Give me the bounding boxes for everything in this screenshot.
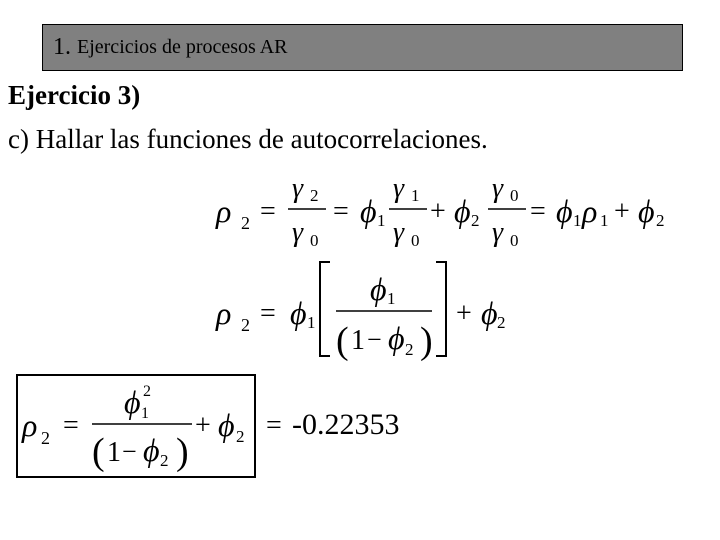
minus-sign: − [122, 437, 137, 466]
plus-sign: + [430, 196, 446, 227]
left-bracket [320, 262, 330, 356]
phi-symbol: ϕ [143, 432, 160, 468]
subscript-1: 1 [411, 186, 420, 205]
phi-symbol: ϕ [218, 407, 235, 443]
phi-symbol: ϕ [124, 384, 141, 420]
subscript-2: 2 [241, 213, 250, 233]
subscript-2: 2 [41, 428, 50, 448]
phi-symbol: ϕ [370, 271, 387, 307]
phi-symbol: ϕ [388, 320, 405, 356]
subscript-0: 0 [310, 231, 319, 250]
exercise-heading: Ejercicio 3) [8, 80, 141, 110]
left-paren: ( [336, 320, 349, 362]
subscript-1: 1 [387, 289, 396, 308]
equals-sign: = [63, 410, 79, 441]
subscript-2: 2 [471, 211, 480, 230]
phi-symbol: ϕ [290, 295, 307, 331]
one-digit: 1 [107, 437, 121, 468]
phi-symbol: ϕ [454, 193, 471, 229]
slide-title-number: 1. [53, 34, 71, 60]
gamma-symbol: γ [393, 173, 405, 204]
phi-symbol: ϕ [638, 193, 655, 229]
equals-sign: = [530, 196, 546, 227]
phi-symbol: ϕ [360, 193, 377, 229]
right-bracket [436, 262, 446, 356]
equation-3 [21, 383, 400, 473]
right-paren: ) [176, 431, 189, 473]
rho-symbol: ρ [582, 193, 598, 229]
equals-sign: = [260, 298, 276, 329]
equation-1 [215, 173, 665, 250]
gamma-symbol: γ [492, 217, 504, 248]
phi-symbol: ϕ [481, 295, 498, 331]
equals-sign: = [266, 410, 282, 441]
subscript-2: 2 [310, 186, 319, 205]
one-digit: 1 [351, 325, 365, 356]
slide-title: Ejercicios de procesos AR [77, 36, 288, 58]
rho-symbol: ρ [216, 193, 232, 229]
subscript-1: 1 [377, 211, 386, 230]
gamma-symbol: γ [292, 173, 304, 204]
plus-sign: + [195, 410, 211, 441]
subscript-1: 1 [141, 405, 149, 422]
minus-sign: − [367, 325, 382, 354]
rho-symbol: ρ [216, 295, 232, 331]
gamma-symbol: γ [393, 217, 405, 248]
subscript-0: 0 [510, 186, 519, 205]
equals-sign: = [260, 196, 276, 227]
exercise-task: c) Hallar las funciones de autocorrelaciones. [8, 124, 488, 154]
subscript-2: 2 [656, 211, 665, 230]
subscript-1: 1 [307, 313, 316, 332]
phi-symbol: ϕ [556, 193, 573, 229]
rho-symbol: ρ [22, 407, 38, 443]
right-paren: ) [420, 320, 433, 362]
subscript-2: 2 [160, 451, 169, 470]
plus-sign: + [456, 298, 472, 329]
subscript-0: 0 [411, 231, 420, 250]
subscript-2: 2 [497, 313, 506, 332]
left-paren: ( [92, 431, 105, 473]
superscript-2: 2 [143, 383, 151, 400]
subscript-1: 1 [600, 211, 609, 230]
subscript-2: 2 [241, 315, 250, 335]
gamma-symbol: γ [492, 173, 504, 204]
result-value: -0.22353 [292, 408, 400, 441]
equals-sign: = [333, 196, 349, 227]
subscript-0: 0 [510, 231, 519, 250]
subscript-1: 1 [573, 211, 582, 230]
equation-2 [215, 262, 506, 362]
gamma-symbol: γ [292, 217, 304, 248]
plus-sign: + [614, 196, 630, 227]
subscript-2: 2 [236, 427, 245, 446]
subscript-2: 2 [405, 340, 414, 359]
